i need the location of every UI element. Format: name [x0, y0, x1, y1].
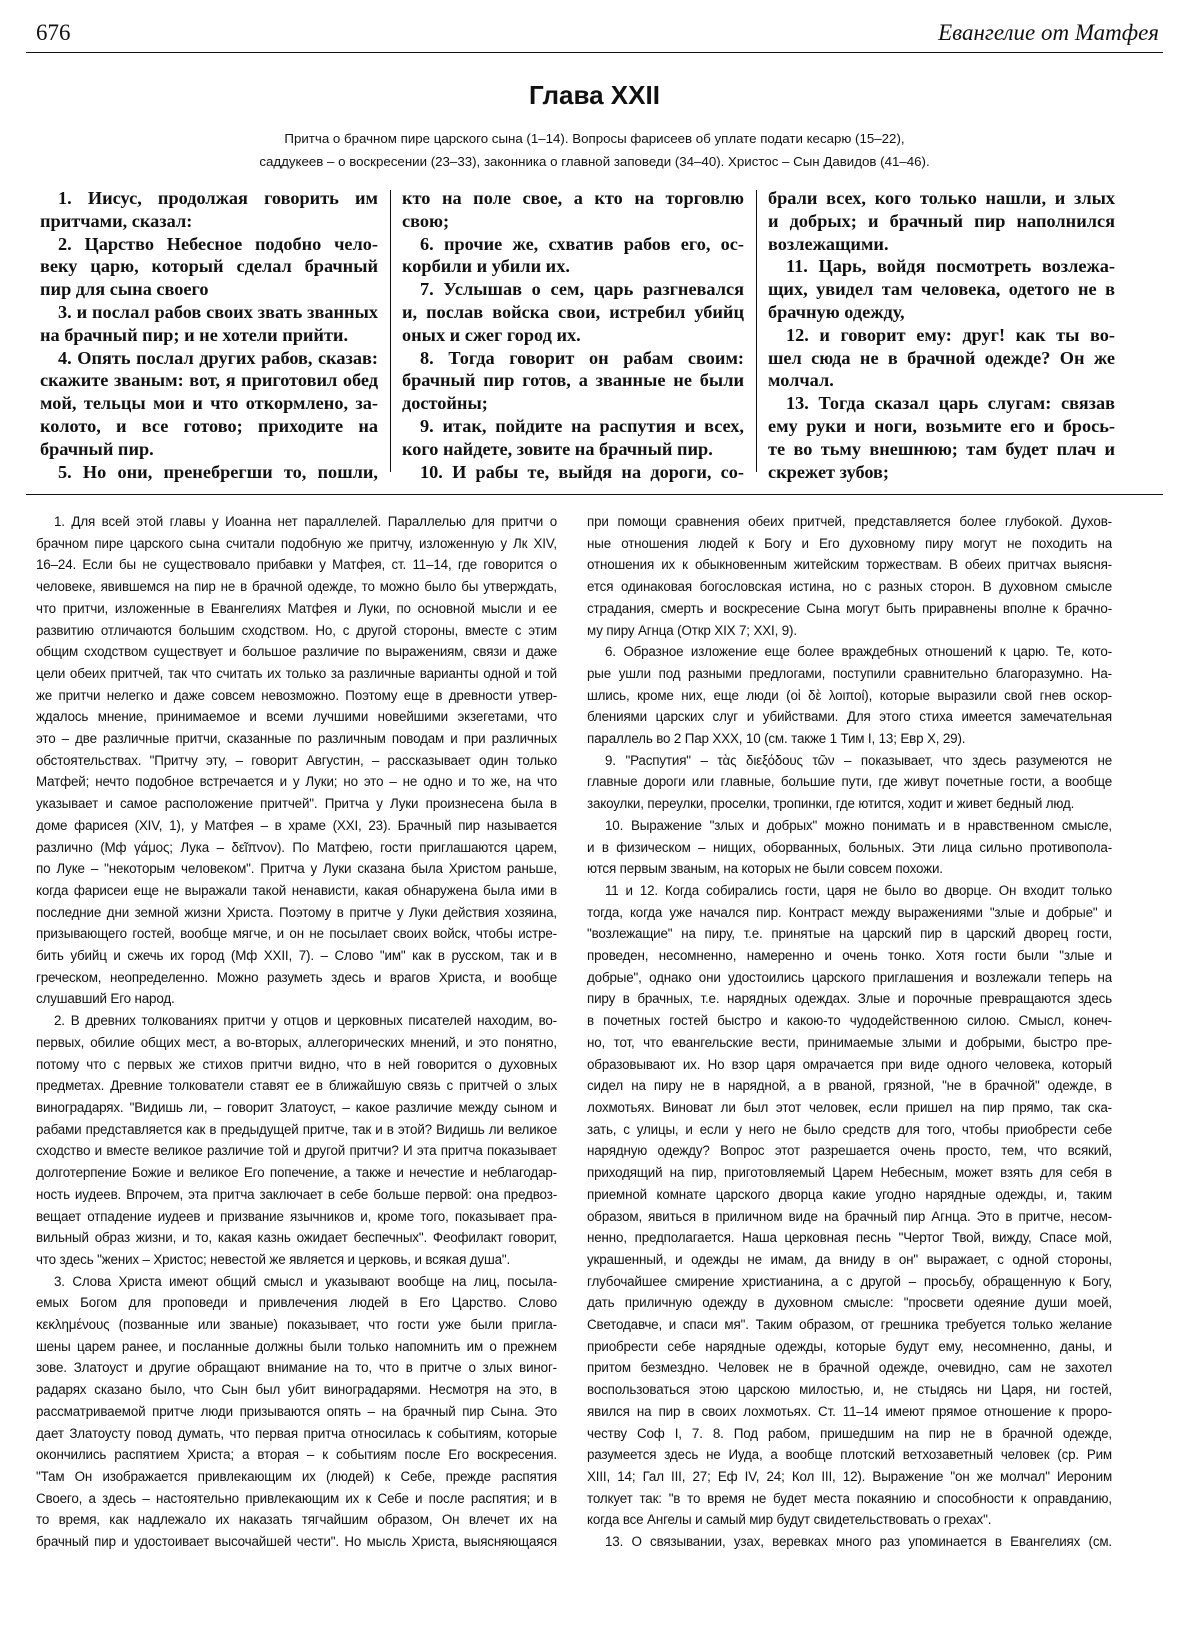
commentary-line: глубочайшее смирение христианина, а с другой – просьбу, обращенную к Богу,: [587, 1273, 1112, 1289]
commentary-line: рассматриваемой притче люди призываются опять – на брачный пир Сына. Это: [36, 1403, 557, 1419]
commentary-line: радарях сказано было, что Сын был убит виноградарями. Несмотря на это, в: [36, 1382, 557, 1398]
commentary-line: брачный пир и удостоивает высочайшей чести". Но мысль Христа, выясняющаяся: [36, 1534, 557, 1550]
commentary-line: 2. В древних толкованиях притчи у отцов и церковных писателей находим, во-: [54, 1013, 557, 1029]
verse-line: молчал.: [768, 370, 834, 391]
verse-column-2: [402, 187, 744, 482]
verse-line: веку царю, который сделал брачный: [40, 256, 378, 277]
commentary-line: емых Богом для проповеди и привлечения людей в Его Царство. Слово: [36, 1295, 557, 1311]
commentary-line: 3. Слова Христа имеют общий смысл и указывают вообще на лиц, посыла-: [54, 1273, 557, 1289]
commentary-line: ется одинаковая богословская истина, но с разных сторон. В духовном смысле: [587, 579, 1112, 595]
verse-line: брали всех, кого только нашли, и злых: [768, 188, 1115, 208]
commentary-line: в почетных гостей быстро и какою-то чудодейственною силою. Смысл, конеч-: [587, 1013, 1112, 1029]
commentary-line: же притчи нелегко и даже совсем невозможно. Поэтому еще в древности утвер-: [36, 687, 557, 703]
commentary-line: когда все Ангелы и самый мир будут свидетельствовать о грехах".: [587, 1512, 992, 1528]
commentary-line: брачном пире царского сына считали подобную же притчу, изложенную у Лк XIV,: [36, 535, 557, 551]
commentary-line: ждалось мнение, принимаемое и всеми лучшими новейшими экзегетами, что: [36, 709, 557, 725]
verse-line: свою;: [402, 210, 450, 231]
verse-line: мой, тельцы мои и что откормлено, за-: [40, 393, 378, 414]
verse-line: 1. Иисус, продолжая говорить им: [58, 188, 378, 208]
verse-line: 2. Царство Небесное подобно чело-: [58, 233, 378, 254]
commentary-line: Матфей; нечто подобное встречается и у Луки; но это – не одно и то же, на что: [36, 774, 557, 790]
chapter-summary: [140, 127, 1049, 173]
verse-column-3: [768, 187, 1115, 482]
verse-line: оных и сжег город их.: [402, 324, 581, 345]
commentary-line: воспользоваться этою царскою милостью, и, не стыдясь ни Царя, ни гостей,: [587, 1382, 1112, 1398]
commentary-line: украшенный, и одежды не имам, да вниду в он" выражает, с одной стороны,: [587, 1251, 1112, 1267]
commentary-line: то время, как надлежало их наказать тягчайшим образом, Он влечет их на: [36, 1512, 557, 1528]
commentary-line: явился на пир в своих лохмотьях. Ст. 11–14 имеют прямое отношение к проро-: [587, 1403, 1112, 1419]
commentary-line: греческом, неопределенно. Можно разуметь здесь и врагов Христа, и вообще: [36, 969, 557, 985]
header-rule: [26, 52, 1163, 53]
commentary-line: приобрести себе нарядные одежды, которые будут ему, несомненно, даны, и: [587, 1338, 1112, 1354]
commentary-line: ные отношения людей к Богу и Его духовному пиру могут не походить на: [587, 535, 1112, 551]
commentary-line: дает Златоусту повод думать, что первая притча относилась к событиям, которые: [36, 1425, 557, 1441]
commentary-line: пиру в брачных, т.е. нарядных одеждах. Злые и порочные превращаются здесь: [587, 991, 1112, 1007]
commentary-line: развитию отличаются большим сходством. Но, с другой стороны, вместе с этим: [36, 622, 557, 638]
verse-line: достойны;: [402, 393, 488, 414]
verse-line: 3. и послал рабов своих звать званных: [58, 301, 378, 322]
commentary-line: "возлежащие" на пиру, т.е. принятые на царский пир в царский дворец гости,: [587, 926, 1112, 942]
verse-line: 8. Тогда говорит он рабам своим:: [420, 347, 744, 368]
commentary-line: главные дороги или главные, большие пути, где живут почетные гости, а вообще: [587, 774, 1112, 790]
running-title: Евангелие от Матфея: [938, 20, 1159, 45]
commentary-line: что здесь "жених – Христос; невестой же является и церковь, и всякая душа".: [36, 1251, 511, 1267]
verse-line: притчами, сказал:: [40, 210, 193, 231]
commentary-line: приходящий на пир, приготовляемый Царем Небесным, может взять для себя в: [587, 1165, 1112, 1181]
verse-line: шел сюда не в брачной одежде? Он же: [768, 347, 1115, 368]
commentary-line: обстоятельствах. "Притчу эту, – говорит Августин, – рассказывает один только: [36, 752, 557, 768]
commentary-line: тогда, когда уже начался пир. Контраст между выражениями "злые и добрые" и: [587, 904, 1112, 920]
commentary-line: общим сходством существует и большое различие по выражениям, связи и даже: [36, 644, 557, 660]
commentary-line: добрые", однако они удостоились царского приглашения и возлежали теперь на: [587, 969, 1112, 985]
commentary-column-1: [36, 511, 557, 1621]
commentary-line: первых, обилие общих мест, а во-вторых, аллегорических мнений, и это понятно,: [36, 1034, 557, 1050]
verse-line: те во тьму внешнюю; там будет плач и: [768, 438, 1115, 459]
chapter-title: Глава XXII: [529, 80, 660, 110]
commentary-line: толкует так: "в то время не будет места покаянию и способности к оправданию,: [587, 1490, 1112, 1506]
commentary-line: сходство и вместе великое различие той и другой притчи? И эта притча показывает: [36, 1143, 557, 1159]
commentary-line: Своего, а здесь – настоятельно привлекающим их к Себе и после распятия; и в: [36, 1490, 557, 1506]
commentary-line: долготерпение Божие и великое Его попечение, а также и нечестие и неблагодар-: [36, 1165, 557, 1181]
commentary-line: проведен, несомненно, намеренно и очень тонко. Хотя гости были "злые и: [587, 948, 1112, 964]
verse-line: брачный пир.: [40, 438, 154, 459]
verse-line: ему руки и ноги, возьмите его и брось-: [768, 415, 1115, 436]
verse-line: скрежет зубов;: [768, 461, 890, 482]
commentary-column-2: [587, 511, 1112, 1621]
verse-line: кого найдете, зовите на брачный пир.: [402, 438, 713, 459]
commentary-line: и в физическом – нищих, оборванных, больных. Эти лица сильно противопола-: [587, 839, 1112, 855]
commentary-line: зове. Златоуст и другие обращают внимание на то, что в притче о злых виног-: [36, 1360, 557, 1376]
commentary-line: это – две различные притчи, сказанные по различным поводам и при различных: [36, 731, 557, 747]
commentary-line: доме фарисея (XIV, 1), у Матфея – в храме (XXI, 23). Брачный пир называется: [36, 817, 557, 833]
commentary-line: сидел на пиру не в нарядной, а в рваной, грязной, "не в брачной" одежде, в: [587, 1078, 1112, 1094]
commentary-line: шены царем ранее, и посланные должны были только напомнить им о прежнем: [36, 1338, 557, 1354]
commentary-line: 16–24. Если бы не существовало прибавки у Матфея, ст. 11–14, где говорится о: [36, 557, 557, 573]
commentary-line: 9. "Распутия" – τὰς διεξόδους τῶν – показывает, что здесь разумеются не: [605, 752, 1112, 768]
verse-line: кто на поле свое, а кто на торговлю: [402, 188, 744, 208]
commentary-line: рые ушли под разными предлогами, поступили сравнительно благоразумно. На-: [587, 665, 1112, 681]
commentary-line: XIII, 14; Гал III, 27; Еф IV, 24; Кол III, 12). Выражение "он же молчал" Иероним: [587, 1468, 1112, 1484]
verse-line: возлежащими.: [768, 233, 889, 254]
verse-line: скажите званым: вот, я приготовил обед: [40, 370, 378, 391]
commentary-line: му пиру Агнца (Откр XIX 7; XXI, 9).: [587, 622, 797, 638]
commentary-line: когда фарисеи еще не выражали такой ненависти, какая обнаружена была ими в: [36, 882, 557, 898]
commentary-line: нарядную одежду? Вопрос этот разрешается очень просто, тем, что всякий,: [587, 1143, 1112, 1159]
verse-line: щих, увидел там человека, одетого не в: [768, 279, 1115, 300]
commentary-line: но, тот, что евангельские вести, принимаемые злыми и добрыми, быстро пре-: [587, 1034, 1112, 1050]
commentary-line: при помощи сравнения обеих притчей, представляется более глубокой. Духов-: [587, 514, 1112, 529]
commentary-line: вильный образ жизни, и то, какая казнь ожидает беспечных". Феофилакт говорит,: [36, 1230, 557, 1246]
commentary-line: κεκλημένους (позванные или званые) показывает, что гости уже были пригла-: [36, 1317, 557, 1333]
commentary-line: честву Соф I, 7. 8. Под рабом, пришедшим на пир не в брачной одежде,: [587, 1425, 1112, 1441]
commentary-line: закоулки, переулки, проселки, тропинки, где ютится, ходит и живет бедный люд.: [587, 796, 1075, 812]
verse-line: 7. Услышав о сем, царь разгневался: [420, 279, 744, 300]
commentary-line: указывает и самое расположение притчей". Притча у Луки произнесена была в: [36, 796, 557, 812]
verse-line: колото, и все готово; приходите на: [40, 415, 378, 436]
commentary-line: ность иудеев. Впрочем, эта притча заключает в себе больше первой: она предвоз-: [36, 1186, 557, 1202]
commentary-line: различно (Мф γάμος; Лука – δεῖπνον). По Матфею, гости приглашаются царем,: [36, 839, 557, 855]
commentary-line: 10. Выражение "злых и добрых" можно понимать и в нравственном смысле,: [605, 817, 1112, 833]
verse-line: и добрых; и брачный пир наполнился: [768, 210, 1115, 231]
commentary-line: бить убийц и сжечь их город (Мф XXII, 7). – Слово "им" как в русском, так и в: [36, 948, 557, 964]
verse-line: 13. Тогда сказал царь слугам: связав: [786, 393, 1115, 414]
summary-line: саддукеев – о воскресении (23–33), законника о главной заповеди (34–40). Христос – Сын Давидов (41–46).: [259, 154, 930, 169]
verse-line: брачную одежду,: [768, 301, 905, 322]
verse-line: корбили и убили их.: [402, 256, 570, 277]
column-divider: [390, 190, 391, 472]
commentary-line: страдания, смерть и воскресение Сына могут быть приравнены вполне к брачно-: [587, 600, 1112, 616]
commentary-line: рабами представляется как в предыдущей притче, так и в этой? Видишь ли великое: [36, 1121, 557, 1137]
verse-line: 6. прочие же, схватив рабов его, ос-: [420, 233, 744, 254]
verse-column-1: [40, 187, 378, 482]
commentary-line: по Луке – "некоторым человеком". Притча у Луки сказана была Христом раньше,: [36, 861, 557, 877]
page-header: [26, 14, 1163, 50]
verse-line: 5. Но они, пренебрегши то, пошли,: [58, 461, 378, 482]
verse-line: 10. И рабы те, выйдя на дороги, со-: [420, 461, 744, 482]
commentary-line: дать приличную одежду в духовном смысле: "просвети одеяние души моей,: [587, 1295, 1112, 1311]
commentary-line: человеке, явившемся на пир не в брачной одежде, то можно было бы утверждать,: [36, 579, 557, 595]
verse-line: 11. Царь, войдя посмотреть возлежа-: [786, 256, 1115, 277]
verse-line: пир для сына своего: [40, 279, 209, 300]
commentary-line: слушавший Его народ.: [36, 991, 175, 1007]
commentary-line: шлись, кроме них, еще люди (οἱ δὲ λοιποί), которые выразили свой гнев оскор-: [587, 687, 1112, 703]
commentary-line: 13. О связывании, узах, веревках много раз упоминается в Евангелиях (см.: [605, 1534, 1112, 1550]
commentary-line: что притчи, изложенные в Евангелиях Матфея и Луки, по основной мысли и ее: [36, 600, 557, 616]
commentary-line: разумеется здесь не Иуда, а вообще плотский ветхозаветный человек (ср. Рим: [587, 1447, 1112, 1463]
commentary-line: окончились распятием Христа; а вторая – к событиям после Его воскресения.: [36, 1447, 557, 1463]
commentary-line: 1. Для всей этой главы у Иоанна нет параллелей. Параллелью для притчи о: [54, 514, 557, 529]
commentary-line: отношения их к обыкновенным житейским торжествам. В обеих притчах выясня-: [587, 557, 1112, 573]
verse-line: брачный пир готов, а званные не были: [402, 370, 744, 391]
commentary-line: лохмотьях. Виноват ли был этот человек, если пришел на пир прямо, так ска-: [587, 1099, 1112, 1115]
commentary-line: параллель во 2 Пар XXX, 10 (см. также 1 Тим I, 13; Евр X, 29).: [587, 731, 966, 747]
commentary-line: предметах. Древние толкователи ставят ее в ближайшую связь с притчей о злых: [36, 1078, 557, 1094]
verse-line: и, послав войска свои, истребил убийц: [402, 301, 744, 322]
commentary-line: виноградарях. "Видишь ли, – говорит Златоуст, – какое различие между сыном и: [36, 1099, 557, 1115]
commentary-line: приемной комнате царского дворца какие угодно нарядные одежды, и, таким: [587, 1186, 1112, 1202]
commentary-line: 11 и 12. Когда собирались гости, царя не было во дворце. Он входит только: [605, 882, 1112, 898]
commentary-line: зать, с улицы, и если у него не было средств для того, чтобы приобрести себе: [587, 1121, 1112, 1137]
verse-line: на брачный пир; и не хотели прийти.: [40, 324, 349, 345]
commentary-line: "Там Он изображается привлекающим их (людей) к Себе, прежде распятия: [36, 1468, 557, 1484]
column-divider: [756, 190, 757, 472]
commentary-line: призывающего гостей, вообще мягче, и он не посылает своих войск, чтобы истре-: [36, 926, 557, 942]
verse-line: 9. итак, пойдите на распутия и всех,: [420, 415, 744, 436]
commentary-line: ненно, предполагается. Наша церковная песнь "Чертог Твой, вижду, Спасе мой,: [587, 1230, 1112, 1246]
commentary-line: Светодавче, и спаси мя". Таким образом, от грешника требуется только желание: [587, 1317, 1112, 1333]
page-number: 676: [36, 20, 71, 45]
commentary-line: вещает отпадение иудеев и призвание язычников и, кроме того, показывает пра-: [36, 1208, 557, 1224]
commentary-line: потому что с первых же стихов притчи видно, что в ней говорится о духовных: [36, 1056, 557, 1072]
verse-line: 12. и говорит ему: друг! как ты во-: [786, 324, 1115, 345]
commentary-line: образовывают их. Но взор царя омрачается при виде одного человека, который: [587, 1056, 1112, 1072]
commentary-line: цели обеих притчей, так что считать их только за различные варианты одной и той: [36, 665, 557, 681]
commentary-line: притом безмездно. Человек не в брачной одежде, очевидно, сам не захотел: [587, 1360, 1112, 1376]
verse-line: 4. Опять послал других рабов, сказав:: [58, 347, 378, 368]
commentary-line: последние дни земной жизни Христа. Поэтому в притче у Луки действия хозяина,: [36, 904, 557, 920]
summary-line: Притча о брачном пире царского сына (1–14). Вопросы фарисеев об уплате подати кесарю (15–22),: [284, 131, 905, 146]
verses-commentary-rule: [26, 494, 1163, 495]
commentary-line: ются первым званым, на которых не были совсем похожи.: [587, 861, 943, 877]
commentary-line: 6. Образное изложение еще более враждебных отношений к царю. Те, кото-: [605, 644, 1112, 660]
commentary-line: образом, явиться в приличном виде на брачный пир Агнца. Это в притче, несом-: [587, 1208, 1112, 1224]
commentary-line: блениями царских слуг и убийствами. Для этого стиха имеется замечательная: [587, 709, 1112, 725]
